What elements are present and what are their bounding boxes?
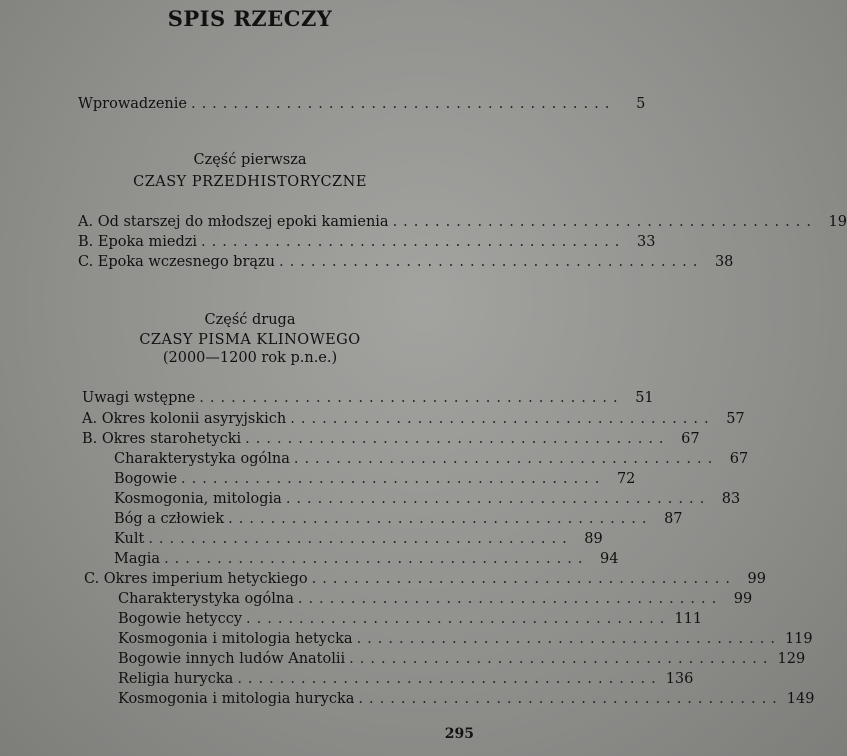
entry-page: 72 [616, 471, 636, 487]
entry-label: Kosmogonia i mitologia hetycka [118, 631, 353, 647]
entry-label: Uwagi wstępne [82, 390, 196, 406]
entry-page: 149 [786, 691, 815, 707]
leader-dots: ........................................ [245, 431, 670, 447]
leader-dots: ........................................ [279, 254, 704, 270]
toc-entry [82, 431, 700, 447]
leader-dots: ........................................ [246, 611, 671, 627]
entry-label: A. Okres kolonii asyryjskich [82, 411, 287, 427]
entry-page: 83 [721, 491, 741, 507]
leader-dots: ........................................ [293, 451, 719, 467]
page-title: SPIS RZECZY [167, 6, 333, 31]
entry-label: Wprowadzenie [78, 96, 187, 112]
entry-label: Bogowie hetyccy [118, 611, 243, 627]
entry-label: Kult [114, 531, 145, 547]
leader-dots: ........................................ [297, 591, 723, 607]
entry-page: 111 [674, 611, 703, 627]
entry-label: A. Od starszej do młodszej epoki kamienia [78, 214, 389, 230]
leader-dots: ........................................ [190, 96, 616, 112]
leader-dots: ........................................ [181, 471, 606, 487]
toc-entry [118, 611, 703, 627]
part1-heading: Część pierwsza [193, 152, 307, 168]
entry-label: Kosmogonia, mitologia [114, 491, 282, 507]
toc-entry [84, 571, 766, 587]
toc-entry [114, 451, 749, 467]
entry-page: 89 [584, 531, 603, 547]
entry-label: Bóg a człowiek [114, 511, 225, 527]
entry-label: Bogowie [114, 471, 178, 487]
leader-dots: ........................................ [358, 691, 783, 707]
toc-entry [118, 691, 815, 707]
entry-page: 5 [636, 96, 646, 112]
entry-page: 67 [681, 431, 700, 447]
part2-dates: (2000—1200 rok p.n.e.) [162, 350, 338, 366]
toc-entry [114, 491, 741, 507]
leader-dots: ........................................ [392, 214, 817, 230]
leader-dots: ........................................ [285, 491, 711, 507]
toc-entry [118, 631, 813, 647]
toc-entry [114, 511, 683, 527]
leader-dots: ........................................ [201, 234, 626, 250]
toc-entry [82, 411, 745, 427]
toc-entry [118, 651, 806, 667]
entry-page: 51 [635, 390, 654, 406]
entry-label: Kosmogonia i mitologia hurycka [118, 691, 355, 707]
entry-page: 57 [726, 411, 745, 427]
entry-label: Charakterystyka ogólna [118, 591, 294, 607]
entry-label: B. Okres starohetycki [82, 431, 242, 447]
leader-dots: ........................................ [164, 551, 589, 567]
entry-page: 136 [665, 671, 694, 687]
entry-label: C. Epoka wczesnego brązu [78, 254, 276, 270]
entry-label: Bogowie innych ludów Anatolii [118, 651, 346, 667]
entry-label: B. Epoka miedzi [78, 234, 198, 250]
entry-label: C. Okres imperium hetyckiego [84, 571, 308, 587]
entry-page: 87 [664, 511, 683, 527]
part2-heading: Część druga [204, 312, 296, 328]
entry-page: 94 [599, 551, 619, 567]
part1-subtitle: CZASY PRZEDHISTORYCZNE [133, 174, 367, 190]
leader-dots: ........................................ [228, 511, 653, 527]
leader-dots: ........................................ [356, 631, 781, 647]
leader-dots: ........................................ [237, 671, 662, 687]
page-number: 295 [444, 726, 474, 742]
entry-page: 99 [747, 571, 766, 587]
entry-page: 99 [733, 591, 753, 607]
toc-entry-intro [78, 96, 646, 112]
toc-entry [78, 254, 734, 270]
leader-dots: ........................................ [148, 531, 573, 547]
toc-entry [78, 214, 847, 230]
leader-dots: ........................................ [290, 411, 715, 427]
entry-label: Magia [114, 551, 161, 567]
entry-page: 129 [777, 651, 806, 667]
toc-entry [82, 390, 654, 406]
toc-entry [114, 531, 603, 547]
entry-page: 38 [714, 254, 734, 270]
entry-label: Charakterystyka ogólna [114, 451, 290, 467]
leader-dots: ........................................ [311, 571, 736, 587]
entry-page: 119 [784, 631, 813, 647]
leader-dots: ........................................ [199, 390, 624, 406]
entry-page: 19 [828, 214, 847, 230]
toc-entry [78, 234, 656, 250]
toc-entry [114, 551, 619, 567]
toc-entry [114, 471, 636, 487]
toc-entry [118, 591, 753, 607]
toc-entry [118, 671, 694, 687]
entry-page: 67 [729, 451, 749, 467]
entry-label: Religia hurycka [118, 671, 234, 687]
entry-page: 33 [636, 234, 656, 250]
leader-dots: ........................................ [349, 651, 774, 667]
part2-subtitle: CZASY PISMA KLINOWEGO [139, 332, 361, 348]
